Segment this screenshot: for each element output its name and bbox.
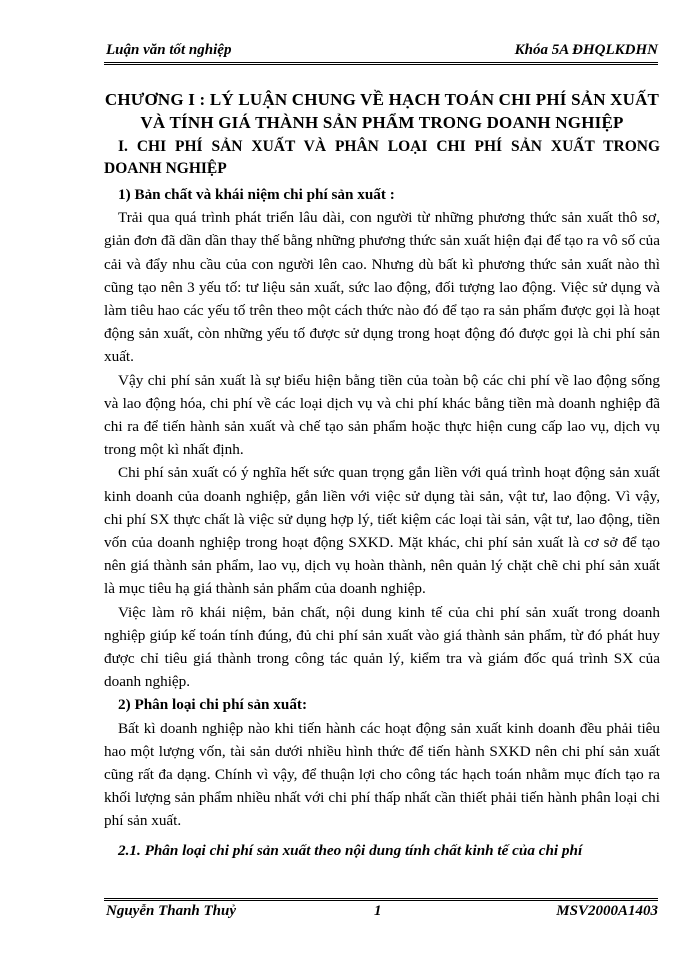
footer-student-id: MSV2000A1403 <box>556 903 658 919</box>
paragraph: Vậy chi phí sản xuất là sự biểu hiện bằng tiền của toàn bộ các chi phí về lao động sống và lao động hóa, chi phí về các loại dịch vụ và chi phí khác bằng tiền mà doanh nghiệp đã chi ra để tiến hành sản xuất và chế tạo sản phẩm hoặc thực hiện cung cấp lao vụ, dịch vụ trong một kì nhất định. <box>104 371 660 459</box>
subsection-heading-2-1: 2.1. Phân loại chi phí sản xuất theo nội dung tính chất kinh tế của chi phí <box>118 841 583 859</box>
paragraph: Chi phí sản xuất có ý nghĩa hết sức quan trọng gắn liền với quá trình hoạt động sản xuất kinh doanh của doanh nghiệp, gắn liền với việc sử dụng tài sản, vật tư, lao động. Vì vậy, chi phí SX thực chất là việc sử dụng hợp lý, tiết kiệm các loại tài sản, vật tư, lao động, tiền vốn của doanh nghiệp trong hoạt động SXKD. Mặt khác, chi phí sản xuất là cơ sở để tạo nên giá thành sản phẩm, lao vụ, dịch vụ hoàn thành, nên quản lý chặt chẽ chi phí sản xuất là mục tiêu hạ giá thành sản phẩm của doanh nghiệp. <box>104 464 660 598</box>
section-title: I. CHI PHÍ SẢN XUẤT VÀ PHÂN LOẠI CHI PHÍ SẢN XUẤT TRONG DOANH NGHIỆP <box>104 138 660 177</box>
page-header <box>104 40 658 65</box>
header-right-text: Khóa 5A ĐHQLKDHN <box>514 42 658 58</box>
subsection-heading-1: 1) Bản chất và khái niệm chi phí sản xuất : <box>118 186 395 203</box>
footer-author: Nguyễn Thanh Thuỷ <box>106 903 237 919</box>
page-body <box>104 88 660 862</box>
paragraph: Việc làm rõ khái niệm, bản chất, nội dung kinh tế của chi phí sản xuất trong doanh nghiệp giúp kế toán tính đúng, đủ chi phí sản xuất vào giá thành sản phẩm, từ đó phát huy được chỉ tiêu giá thành trong công tác quản lý, kiểm tra và giám đốc quá trình SX của doanh nghiệp. <box>104 603 660 691</box>
chapter-title: CHƯƠNG I : LÝ LUẬN CHUNG VỀ HẠCH TOÁN CHI PHÍ SẢN XUẤT VÀ TÍNH GIÁ THÀNH SẢN PHẨM TRONG DOANH NGHIỆP <box>104 90 660 132</box>
paragraph: Trải qua quá trình phát triển lâu dài, con người từ những phương thức sản xuất thô sơ, giản đơn đã dần dần thay thế bằng những phương thức sản xuất hiện đại để tạo ra vô số của cải và đẩy nhu cầu của con người lên cao. Nhưng dù bất kì phương thức sản xuất nào thì cũng tạo nên 3 yếu tố: tư liệu sản xuất, sức lao động, đối tượng lao động. Việc sử dụng và làm tiêu hao các yếu tố trên theo một cách thức nào đó để tạo ra sản phẩm được gọi là hoạt động sản xuất, còn những yếu tố được sử dụng trong hoạt động đó được gọi là chi phí sản xuất. <box>104 209 660 366</box>
page-footer <box>104 898 658 925</box>
page-number: 1 <box>374 903 382 919</box>
header-left-text: Luận văn tốt nghiệp <box>106 42 232 58</box>
paragraph: Bất kì doanh nghiệp nào khi tiến hành các hoạt động sản xuất kinh doanh đều phải tiêu hao một lượng vốn, tài sản dưới nhiều hình thức để tiến hành SXKD nên chi phí sản xuất cũng rất đa dạng. Chính vì vậy, để thuận lợi cho công tác hạch toán nhằm mục đích tạo ra khối lượng sản phẩm nhiều nhất với chi phí thấp nhất cần thiết phải tiến hành phân loại chi phí sản xuất. <box>104 719 660 830</box>
subsection-heading-2: 2) Phân loại chi phí sản xuất: <box>118 696 308 714</box>
